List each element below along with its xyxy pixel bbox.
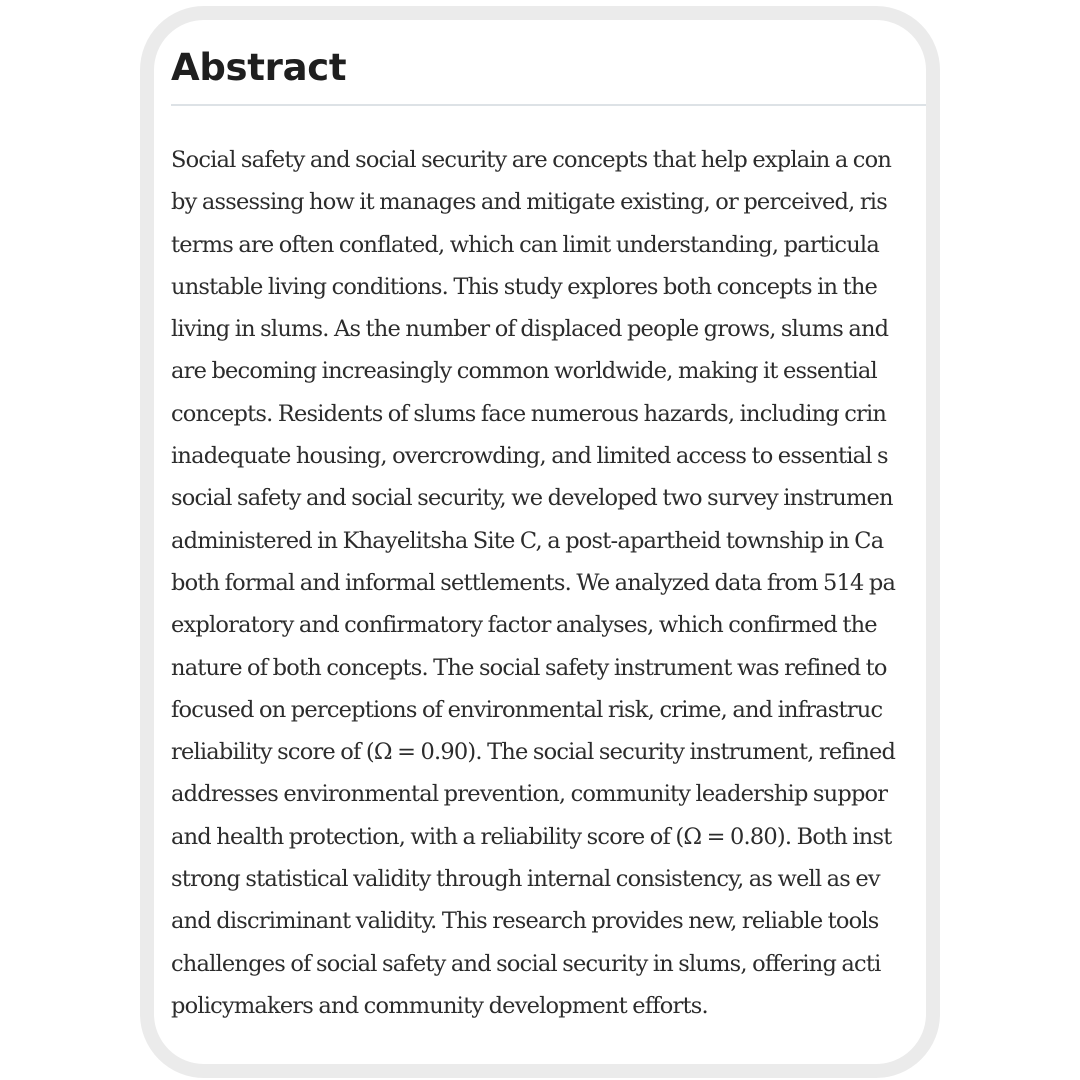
- heading-divider: [171, 104, 931, 106]
- abstract-heading: Abstract: [171, 46, 347, 89]
- abstract-line: Social safety and social security are concepts that help explain a con: [171, 147, 892, 173]
- abstract-line: nature of both concepts. The social safety instrument was refined to: [171, 654, 887, 681]
- abstract-line: concepts. Residents of slums face numerous hazards, including crin: [171, 400, 887, 427]
- abstract-line: challenges of social safety and social security in slums, offering acti: [171, 950, 881, 977]
- abstract-line: and discriminant validity. This research provides new, reliable tools: [171, 908, 879, 935]
- abstract-line: terms are often conflated, which can limit understanding, particula: [171, 231, 879, 258]
- abstract-line: living in slums. As the number of displaced people grows, slums and: [171, 316, 889, 343]
- abstract-line: both formal and informal settlements. We analyzed data from 514 pa: [171, 569, 896, 596]
- abstract-text: [171, 139, 940, 1027]
- abstract-line: reliability score of (Ω = 0.90). The social security instrument, refined: [171, 739, 896, 766]
- abstract-line: addresses environmental prevention, community leadership suppor: [171, 781, 888, 808]
- abstract-line: inadequate housing, overcrowding, and limited access to essential s: [171, 443, 888, 470]
- abstract-card: [140, 6, 940, 1078]
- abstract-line: social safety and social security, we developed two survey instrumen: [171, 485, 893, 512]
- abstract-line: are becoming increasingly common worldwide, making it essential: [171, 358, 877, 385]
- abstract-line: administered in Khayelitsha Site C, a post-apartheid township in Ca: [171, 527, 884, 554]
- abstract-line: strong statistical validity through internal consistency, as well as ev: [171, 866, 880, 893]
- abstract-line: by assessing how it manages and mitigate existing, or perceived, ris: [171, 189, 887, 216]
- abstract-line: policymakers and community development efforts.: [171, 992, 708, 1019]
- abstract-line: unstable living conditions. This study explores both concepts in the: [171, 273, 878, 300]
- abstract-line: and health protection, with a reliability score of (Ω = 0.80). Both inst: [171, 823, 892, 850]
- abstract-line: exploratory and confirmatory factor analyses, which confirmed the: [171, 612, 877, 639]
- abstract-line: focused on perceptions of environmental risk, crime, and infrastruc: [171, 696, 883, 723]
